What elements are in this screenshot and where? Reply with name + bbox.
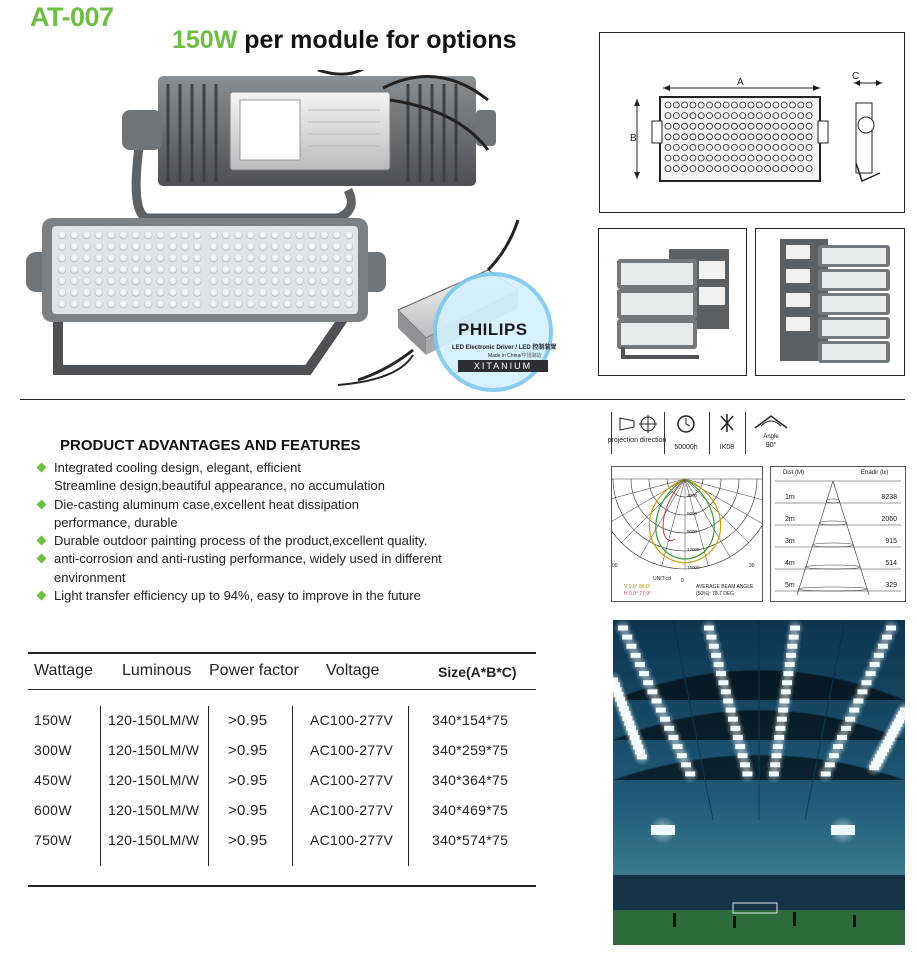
beam-angle-caption: Angle	[763, 434, 779, 440]
spec-cell: 120-150LM/W	[108, 832, 200, 848]
section-divider	[20, 399, 905, 400]
table-bottom-rule	[28, 885, 536, 887]
cone-illuminance-value: 915	[885, 538, 897, 545]
cone-illuminance-value: 514	[885, 560, 897, 567]
spec-cell: 340*469*75	[432, 802, 509, 818]
feature-line: anti-corrosion and anti-rusting performance, widely used in different	[54, 551, 442, 567]
header-power-factor: Power factor	[209, 662, 299, 679]
spec-cell: 120-150LM/W	[108, 742, 200, 758]
tagline	[172, 26, 516, 55]
feature-line: Integrated cooling design, elegant, efficient	[54, 460, 301, 475]
cone-distance-label: 5m	[785, 582, 795, 589]
spec-cell: 120-150LM/W	[108, 772, 200, 788]
lifespan-label: 50000h	[674, 444, 698, 451]
spec-cell: 600W	[34, 802, 72, 818]
five-module-svg	[756, 229, 904, 375]
polar-angle-left: 90	[612, 563, 618, 569]
polar-legend-2: H 0.0° 77.9°	[624, 591, 652, 597]
projection-direction-label: projection direction	[607, 437, 667, 444]
polar-unit: UNIT:cd	[653, 576, 671, 582]
spec-cell: 150W	[34, 712, 72, 728]
header-wattage: Wattage	[34, 662, 93, 679]
feature-line: Die-casting aluminum case,excellent heat dissipation	[54, 496, 359, 512]
feature-line-cont: performance, durable	[54, 514, 178, 530]
feature-item	[36, 587, 506, 605]
driver-label: LED Electronic Driver / LED 控制装置	[452, 345, 557, 351]
dimension-drawing	[599, 32, 905, 213]
polar-ring-label: 9000	[687, 529, 698, 534]
spec-cell: AC100-277V	[310, 742, 394, 758]
dimension-svg	[600, 33, 904, 212]
polar-distribution-chart	[611, 466, 763, 602]
illuminance-cone-chart	[770, 466, 906, 602]
spec-cell: 120-150LM/W	[108, 712, 200, 728]
dim-label-b: B	[630, 133, 637, 144]
polar-ring-label: 12000	[687, 547, 700, 552]
projection-direction-icon	[612, 412, 664, 436]
spec-cell: 340*364*75	[432, 772, 509, 788]
spec-cell: AC100-277V	[310, 712, 394, 728]
table-header-rule	[28, 689, 536, 690]
polar-legend-1: V 0.0° 88.0°	[624, 584, 651, 590]
feature-item	[36, 496, 506, 533]
stadium-photo	[613, 620, 905, 945]
five-module-photo	[755, 228, 905, 376]
driver-origin: Made in China/中国制造	[488, 353, 542, 359]
impact-label: IK08	[719, 444, 735, 451]
cone-illuminance-value: 2060	[881, 516, 897, 523]
features-title: PRODUCT ADVANTAGES AND FEATURES	[60, 437, 361, 454]
lifespan-icon	[663, 412, 709, 436]
cone-distance-label: 3m	[785, 538, 795, 545]
dim-label-a: A	[737, 77, 744, 88]
cone-distance-label: 1m	[785, 494, 795, 501]
polar-beam-value: (50%): 78.7 DEG	[696, 591, 735, 597]
spec-cell: >0.95	[228, 772, 268, 789]
spec-cell: 120-150LM/W	[108, 802, 200, 818]
feature-line: Durable outdoor painting process of the product,excellent quality.	[54, 533, 428, 549]
feature-line: Light transfer efficiency up to 94%, easy to improve in the future	[54, 588, 421, 604]
three-module-svg	[599, 229, 746, 375]
spec-cell: 340*154*75	[432, 712, 509, 728]
spec-cell: 300W	[34, 742, 72, 758]
cone-distance-label: 4m	[785, 560, 795, 567]
spec-cell: 750W	[34, 832, 72, 848]
polar-svg	[612, 467, 762, 601]
spec-cell: >0.95	[228, 712, 268, 729]
column-divider	[208, 706, 209, 866]
spec-cell: 340*574*75	[432, 832, 509, 848]
three-module-photo	[598, 228, 747, 376]
polar-beam-title: AVERAGE BEAM ANGLE	[696, 584, 754, 590]
polar-ring-label: 6000	[687, 511, 698, 516]
feature-item	[36, 532, 506, 550]
feature-item	[36, 550, 506, 587]
impact-icon	[709, 412, 745, 436]
column-divider	[292, 706, 293, 866]
product-photo	[18, 70, 558, 395]
table-top-rule	[28, 652, 536, 654]
polar-ring-label: 3000	[687, 493, 698, 498]
spec-table	[28, 652, 536, 887]
cone-svg	[771, 467, 905, 601]
xitanium-badge: XITANIUM	[458, 360, 548, 372]
spec-cell: AC100-277V	[310, 772, 394, 788]
cone-distance-label: 2m	[785, 516, 795, 523]
spec-cell: AC100-277V	[310, 832, 394, 848]
dim-label-c: C	[852, 71, 860, 82]
features-list	[36, 459, 506, 605]
feature-line-cont: environment	[54, 569, 126, 585]
stadium-svg	[613, 620, 905, 945]
cone-illuminance-value: 8238	[881, 494, 897, 501]
beam-angle-label: 90°	[765, 442, 777, 449]
beam-angle-icon	[745, 412, 797, 436]
cone-illuminance-value: 329	[885, 582, 897, 589]
column-divider	[408, 706, 409, 866]
philips-brand: PHILIPS	[458, 320, 528, 339]
feature-item	[36, 459, 506, 496]
model-number: AT-007	[30, 2, 114, 32]
polar-angle-zero: 0	[681, 578, 684, 584]
tagline-wattage: 150W	[172, 26, 238, 54]
spec-cell: AC100-277V	[310, 802, 394, 818]
spec-cell: >0.95	[228, 742, 268, 759]
spec-cell: 340*259*75	[432, 742, 509, 758]
column-divider	[100, 706, 101, 866]
spec-cell: >0.95	[228, 832, 268, 849]
feature-line-cont: Streamline design,beautiful appearance, no accumulation	[54, 478, 385, 494]
cone-header-illuminance: Enadir (lx)	[861, 470, 889, 476]
polar-ring-label: 15000	[687, 565, 700, 570]
tagline-text: per module for options	[237, 26, 517, 54]
header-size: Size(A*B*C)	[438, 664, 517, 680]
spec-cell: >0.95	[228, 802, 268, 819]
header-luminous: Luminous	[122, 662, 192, 679]
header-voltage: Voltage	[326, 662, 380, 679]
spec-cell: 450W	[34, 772, 72, 788]
polar-angle-right: 30	[749, 563, 755, 569]
cone-header-distance: Dist (M)	[783, 470, 804, 476]
